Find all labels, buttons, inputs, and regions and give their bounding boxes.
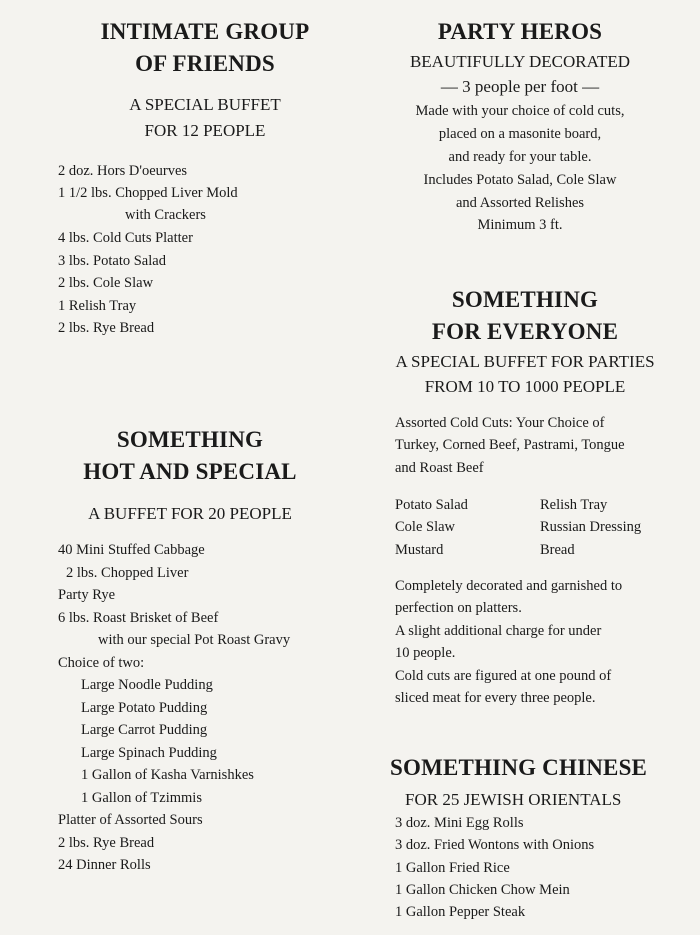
note-line: sliced meat for every three people. (395, 690, 596, 706)
menu-item: Large Carrot Pudding (81, 722, 208, 738)
heros-line: and Assorted Relishes (455, 195, 585, 211)
heros-line: and ready for your table. (448, 149, 592, 165)
heros-line: Made with your choice of cold cuts, (415, 103, 625, 119)
intimate-subtitle-line2: FOR 12 PEOPLE (144, 121, 266, 140)
everyone-subtitle-line2: FROM 10 TO 1000 PEOPLE (424, 377, 626, 396)
everyone-subtitle-line1: A SPECIAL BUFFET FOR PARTIES (395, 352, 655, 371)
menu-item: with our special Pot Roast Gravy (98, 632, 291, 648)
menu-item: 1 Gallon of Kasha Varnishkes (81, 767, 254, 783)
menu-item: 2 lbs. Cole Slaw (58, 275, 154, 291)
heros-line: placed on a masonite board, (438, 126, 602, 142)
menu-item: 3 doz. Mini Egg Rolls (395, 815, 524, 831)
menu-item: Choice of two: (58, 655, 145, 671)
menu-item: 40 Mini Stuffed Cabbage (58, 542, 205, 558)
menu-item: Large Spinach Pudding (81, 745, 217, 761)
menu-item: 6 lbs. Roast Brisket of Beef (58, 610, 219, 626)
side-item: Potato Salad (395, 497, 468, 513)
side-item: Cole Slaw (395, 519, 456, 535)
menu-item: Large Potato Pudding (81, 700, 208, 716)
coldcuts-line: Assorted Cold Cuts: Your Choice of (395, 415, 605, 431)
side-item: Bread (540, 542, 575, 558)
heros-line: Minimum 3 ft. (477, 217, 563, 233)
menu-item: Platter of Assorted Sours (58, 812, 203, 828)
note-line: Completely decorated and garnished to (395, 578, 623, 594)
menu-item: 1 Gallon Pepper Steak (395, 904, 526, 920)
menu-item: Party Rye (58, 587, 116, 603)
note-line: A slight additional charge for under (395, 623, 602, 639)
hot-subtitle: A BUFFET FOR 20 PEOPLE (88, 504, 292, 523)
side-item: Relish Tray (540, 497, 608, 513)
menu-item: 1 Gallon of Tzimmis (81, 790, 202, 806)
side-item: Russian Dressing (540, 519, 642, 535)
menu-item: 2 lbs. Rye Bread (58, 320, 155, 336)
note-line: perfection on platters. (395, 600, 522, 616)
menu-item: Large Noodle Pudding (81, 677, 213, 693)
menu-item: 2 lbs. Chopped Liver (66, 565, 189, 581)
chinese-title: SOMETHING CHINESE (390, 755, 648, 780)
chinese-subtitle: FOR 25 JEWISH ORIENTALS (405, 790, 622, 809)
heros-title: PARTY HEROS (437, 19, 603, 44)
note-line: Cold cuts are figured at one pound of (395, 668, 612, 684)
heros-line: Includes Potato Salad, Cole Slaw (423, 172, 617, 188)
coldcuts-line: Turkey, Corned Beef, Pastrami, Tongue (395, 437, 625, 453)
menu-item: 2 doz. Hors D'oeurves (58, 163, 188, 179)
menu-item: 1 Gallon Fried Rice (395, 860, 510, 876)
coldcuts-line: and Roast Beef (395, 460, 484, 476)
menu-item: 2 lbs. Rye Bread (58, 835, 155, 851)
menu-item: 3 lbs. Potato Salad (58, 253, 166, 269)
intimate-subtitle-line1: A SPECIAL BUFFET (129, 95, 281, 114)
hot-title-line2: HOT AND SPECIAL (83, 459, 297, 484)
note-line: 10 people. (395, 645, 456, 661)
menu-item: 1 Relish Tray (58, 298, 137, 314)
menu-item: with Crackers (125, 207, 206, 223)
heros-subtitle: BEAUTIFULLY DECORATED (409, 52, 631, 71)
side-item: Mustard (395, 542, 444, 558)
everyone-title-line2: FOR EVERYONE (431, 319, 619, 344)
intimate-title-line2: OF FRIENDS (135, 51, 275, 76)
everyone-title-line1: SOMETHING (451, 287, 599, 312)
menu-item: 24 Dinner Rolls (58, 857, 151, 873)
menu-item: 1 1/2 lbs. Chopped Liver Mold (58, 185, 238, 201)
intimate-title-line1: INTIMATE GROUP (100, 19, 310, 44)
menu-item: 1 Gallon Chicken Chow Mein (395, 882, 570, 898)
menu-item: 3 doz. Fried Wontons with Onions (395, 837, 595, 853)
menu-item: 4 lbs. Cold Cuts Platter (58, 230, 193, 246)
hot-title-line1: SOMETHING (116, 427, 264, 452)
heros-per-foot: — 3 people per foot — (440, 77, 600, 96)
